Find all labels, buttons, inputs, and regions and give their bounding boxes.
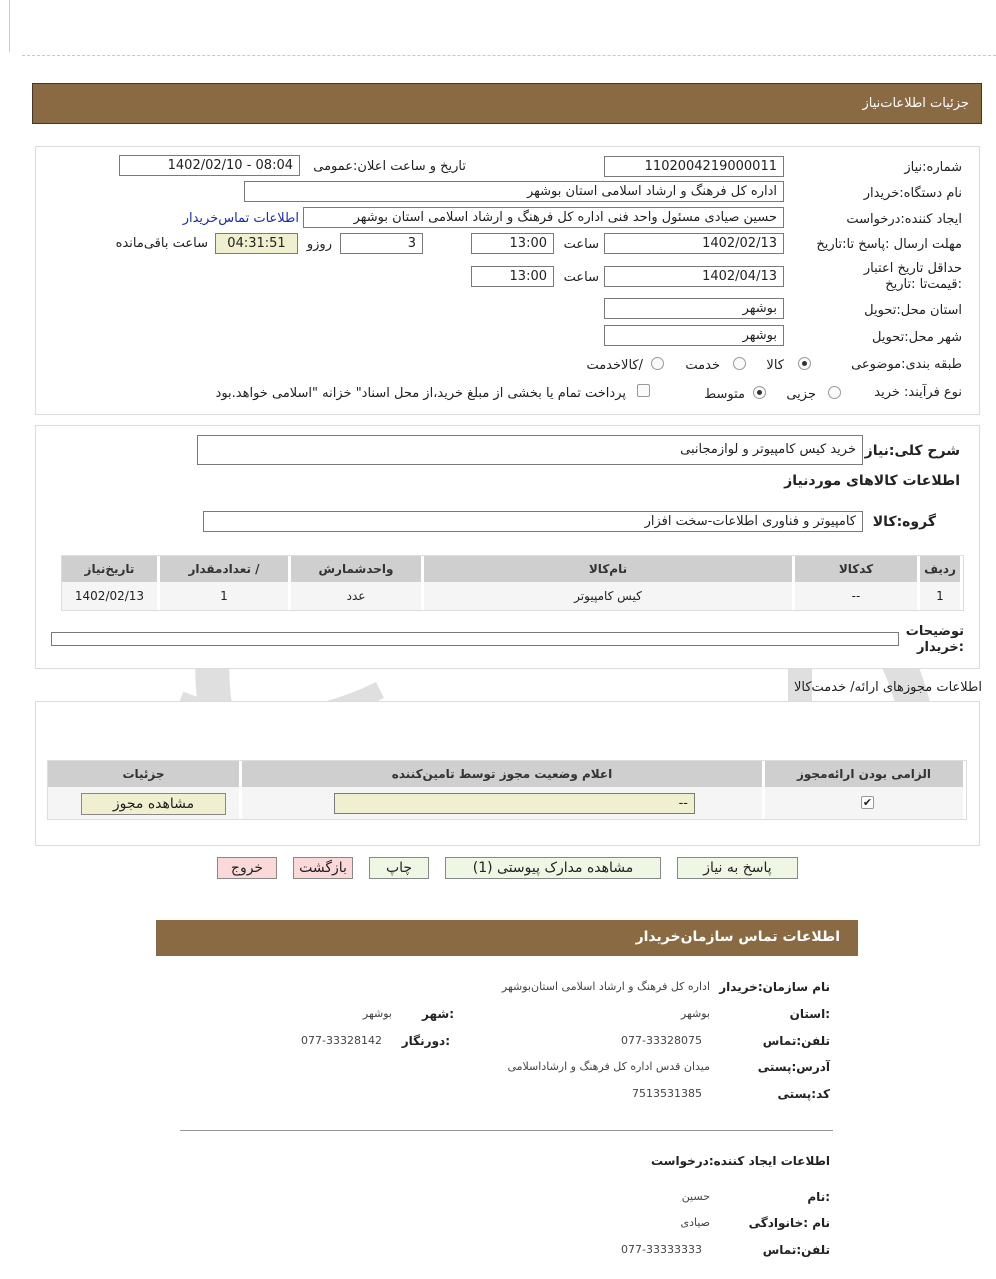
buyer-contact-bar <box>156 920 858 956</box>
buyer-org-label: نام دستگاه:خریدار <box>863 186 962 201</box>
contact-fax-label: :دورنگار <box>401 1034 450 1048</box>
contact-postal-value: 7513531385 <box>632 1087 702 1100</box>
category-label: طبقه بندی:موضوعی <box>851 357 962 372</box>
days-field: 3 <box>340 233 423 254</box>
validity-time-field: 13:00 <box>471 266 554 287</box>
breadcrumb: جزئیات اطلاعات‌نیاز <box>862 96 969 111</box>
goods-info-title: اطلاعات کالاهای موردنیاز <box>784 473 960 489</box>
goods-group-label: گروه:کالا <box>872 514 936 530</box>
creator-info-title: اطلاعات ایجاد کننده:درخواست <box>650 1154 830 1168</box>
contact-postal-label: کد:پستی <box>777 1087 830 1101</box>
buyer-notes-label: توضیحات :خریدار <box>905 624 964 655</box>
process-type-label: نوع فرآیند: خرید <box>874 385 962 400</box>
view-permit-button[interactable]: مشاهده مجوز <box>81 793 226 815</box>
need-description-label: شرح کلی:نیاز <box>864 443 960 459</box>
col-required: الزامی بودن ارائه‌مجوز <box>764 761 965 787</box>
province-field: بوشهر <box>604 298 784 319</box>
reply-time-label: ساعت <box>563 237 599 252</box>
col-date: تاریخ‌نیاز <box>62 556 159 582</box>
remaining-time-field: 04:31:51 <box>215 233 298 254</box>
goods-table-frame <box>61 555 964 611</box>
creator-phone-label: تلفن:تماس <box>762 1243 830 1257</box>
exit-button[interactable]: خروج <box>217 857 277 879</box>
contact-phone-label: تلفن:تماس <box>762 1034 830 1048</box>
creator-phone-value: 077-33333333 <box>621 1243 702 1256</box>
cell-unit: عدد <box>290 582 423 610</box>
contact-org-value: اداره کل فرهنگ و ارشاد اسلامی استان‌بوشهر <box>501 980 710 993</box>
validity-time-label: ساعت <box>563 270 599 285</box>
cell-date: 1402/02/13 <box>62 582 159 610</box>
reply-time-field: 13:00 <box>471 233 554 254</box>
city-label: شهر محل:تحویل <box>872 330 962 345</box>
process-medium-radio[interactable] <box>753 386 766 399</box>
category-service-radio[interactable] <box>733 357 746 370</box>
remaining-time-label: ساعت باقی‌مانده <box>115 236 208 251</box>
reply-date-field: 1402/02/13 <box>604 233 784 254</box>
process-partial-radio[interactable] <box>828 386 841 399</box>
header-bar <box>32 83 982 124</box>
col-status: اعلام وضعیت مجوز توسط تامین‌کننده <box>241 761 764 787</box>
col-unit: واحدشمارش <box>290 556 423 582</box>
left-border-line <box>9 0 10 52</box>
print-button[interactable]: چاپ <box>369 857 429 879</box>
treasury-payment-checkbox[interactable] <box>637 384 650 397</box>
contact-org-label: نام سازمان:خریدار <box>719 980 830 994</box>
contact-city-value: بوشهر <box>362 1007 392 1020</box>
category-service-label: خدمت <box>685 358 720 373</box>
col-qty: / تعدادمقدار <box>159 556 290 582</box>
cell-row: 1 <box>919 582 962 610</box>
permit-status-field[interactable]: -- <box>334 793 695 814</box>
reply-to-need-button[interactable]: پاسخ به نیاز <box>677 857 798 879</box>
creator-family-value: صیادی <box>680 1216 710 1229</box>
treasury-payment-note: پرداخت تمام یا بخشی از مبلغ خرید،از محل اسناد" خزانه "اسلامی خواهد.بود <box>215 386 626 401</box>
city-field: بوشهر <box>604 325 784 346</box>
process-partial-label: جزیی <box>786 387 816 402</box>
buyer-contact-link[interactable]: اطلاعات تماس‌خریدار <box>182 211 299 226</box>
creator-name-label: :نام <box>807 1190 830 1204</box>
contact-fax-value: 077-33328142 <box>301 1034 382 1047</box>
category-goods-service-label: /کالاخدمت <box>586 358 643 373</box>
permits-title: اطلاعات مجوزهای ارائه/ خدمت‌کالا <box>793 680 982 695</box>
top-divider <box>22 55 996 56</box>
col-name: نام‌کالا <box>423 556 794 582</box>
process-medium-label: متوسط <box>704 387 745 402</box>
buyer-contact-title: اطلاعات تماس سازمان‌خریدار <box>635 929 840 945</box>
creator-label: ایجاد کننده:درخواست <box>846 212 962 227</box>
category-goods-label: کالا <box>766 358 784 373</box>
buyer-org-field: اداره کل فرهنگ و ارشاد اسلامی استان بوشهر <box>244 181 784 202</box>
cell-qty: 1 <box>159 582 290 610</box>
days-label: روزو <box>306 237 332 252</box>
validity-date-field: 1402/04/13 <box>604 266 784 287</box>
creator-name-value: حسین <box>681 1190 710 1203</box>
contact-address-label: آدرس:پستی <box>757 1060 830 1074</box>
contact-city-label: :شهر <box>422 1007 454 1021</box>
goods-group-field: کامپیوتر و فناوری اطلاعات-سخت افزار <box>203 511 863 532</box>
announce-label: تاریخ و ساعت اعلان:عمومی <box>313 159 466 174</box>
contact-phone-value: 077-33328075 <box>621 1034 702 1047</box>
permit-required-checkbox[interactable]: ✔ <box>862 796 873 809</box>
permits-table-header <box>48 761 965 787</box>
goods-table <box>62 556 963 610</box>
buyer-notes-field <box>51 632 899 646</box>
contact-divider <box>180 1130 833 1131</box>
need-number-label: شماره:نیاز <box>904 160 962 175</box>
contact-province-label: :استان <box>789 1007 830 1021</box>
cell-code: -- <box>794 582 919 610</box>
announce-date-field: 1402/02/10 - 08:04 <box>119 155 300 176</box>
contact-address-value: میدان قدس اداره کل فرهنگ و ارشاداسلامی <box>507 1060 710 1073</box>
need-number-field: 1102004219000011 <box>604 156 784 177</box>
cell-name: کیس کامپیوتر <box>423 582 794 610</box>
view-attachments-button[interactable]: مشاهده مدارک پیوستی (1) <box>445 857 661 879</box>
validity-label: حداقل تاریخ اعتبار :قیمت‌تا :تاریخ <box>863 261 962 292</box>
reply-deadline-label: مهلت ارسال :پاسخ تا:تاریخ <box>816 237 962 252</box>
contact-province-value: بوشهر <box>680 1007 710 1020</box>
col-details: جزئیات <box>48 761 241 787</box>
category-goods-radio[interactable] <box>798 357 811 370</box>
table-row <box>62 582 962 610</box>
need-description-field: خرید کیس کامپیوتر و لوازمجانبی <box>197 435 863 465</box>
category-goods-service-radio[interactable] <box>651 357 664 370</box>
col-code: کدکالا <box>794 556 919 582</box>
province-label: استان محل:تحویل <box>864 303 962 318</box>
col-row: ردیف <box>919 556 962 582</box>
back-button[interactable]: بازگشت <box>293 857 353 879</box>
creator-family-label: نام :خانوادگی <box>748 1216 830 1230</box>
goods-table-header <box>62 556 962 582</box>
creator-field: حسین صیادی مسئول واحد فنی اداره کل فرهنگ و ارشاد اسلامی استان بوشهر <box>303 207 784 228</box>
